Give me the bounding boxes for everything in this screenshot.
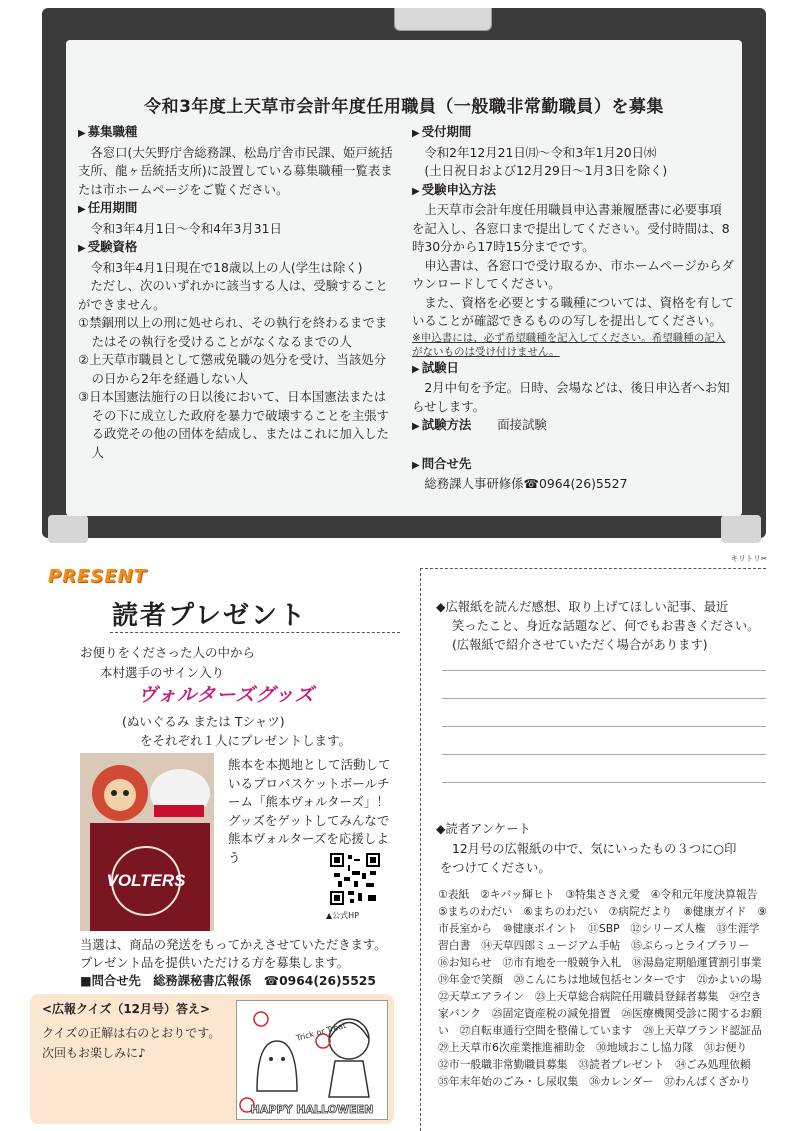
q2-line-1: 12月号の広報紙の中で、気にいったもの３つに○印: [452, 842, 737, 856]
qr-code[interactable]: [330, 853, 380, 905]
survey-item[interactable]: ㉓上天草総合病院任用職員登録者募集: [534, 990, 719, 1003]
survey-item[interactable]: ㉖医療機関受診に関するお願い: [438, 1007, 762, 1037]
heading-exam-method: ▶ 試験方法: [412, 417, 471, 432]
survey-item[interactable]: ㉜市一般職非常勤職員募集: [438, 1058, 568, 1071]
qual-item-1: ①禁錮刑以上の刑に処せられ、その執行を終わるまでまたはその執行を受けることがなくなるまでの人: [78, 315, 388, 349]
survey-item[interactable]: ⑱湯島定期船運賃割引事業: [632, 956, 762, 969]
contact-text: 総務課人事研修係☎0964(26)5527: [424, 476, 628, 491]
heading-type: ▶ 募集職種: [78, 123, 396, 144]
card-border-top: [420, 568, 766, 569]
present-notice-2: プレゼント品を提供いただける方を募集します。: [80, 956, 350, 970]
halloween-illustration: [237, 1001, 387, 1119]
trick-text: Trick or Treat: [295, 1020, 348, 1043]
board-title: 令和3年度上天草市会計年度任用職員（一般職非常勤職員）を募集: [144, 97, 664, 117]
survey-item[interactable]: ⑨市長室から: [438, 905, 767, 935]
qual-item-2: ②上天草市職員として懲戒免職の処分を受け、当該処分の日から2年を経過しない人: [78, 352, 386, 386]
type-text: 各窓口(大矢野庁舎総務課、松島庁舎市民課、姫戸統括支所、龍ヶ岳統括支所)に設置している募集職種一覧表または市ホームページをご覧ください。: [78, 144, 393, 197]
q1-line-1: ◆広報紙を読んだ感想、取り上げてほしい記事、最近: [436, 600, 729, 614]
q1-line-3: (広報紙で紹介させていただく場合があります): [452, 638, 708, 652]
q2-title: ◆読者アンケート: [436, 822, 531, 836]
card-border-left: [420, 568, 421, 1131]
accept-text-1: 令和2年12月21日㈪〜令和3年1月20日㈬: [424, 144, 657, 160]
heading-method: ▶ 受験申込方法: [412, 181, 734, 202]
quiz-line-1: クイズの正解は右のとおりです。: [42, 1026, 221, 1040]
survey-item[interactable]: ⑯お知らせ: [438, 956, 492, 969]
survey-item[interactable]: ⑬生涯学習白書: [438, 922, 760, 952]
survey-item[interactable]: ㉟年末年始のごみ・し尿収集: [438, 1075, 579, 1088]
survey-item[interactable]: ㉚地域おこし協力隊: [596, 1041, 694, 1054]
present-line-1: お便りをくださった人の中から: [80, 645, 256, 660]
board-tab-right: [721, 515, 761, 543]
heading-period: ▶ 任用期間: [78, 199, 396, 220]
board-left-column: [78, 123, 396, 462]
board-right-column: [412, 123, 734, 494]
survey-item[interactable]: ②キバッ輝ヒト: [480, 888, 555, 901]
present-notice-1: 当選は、商品の発送をもってかえさせていただきます。: [80, 938, 387, 952]
exam-day-text: 2月中旬を予定。日時、会場などは、後日申込者へお知らせします。: [412, 380, 730, 414]
survey-item[interactable]: ⑧健康ガイド: [683, 905, 747, 918]
present-goods: ヴォルターズグッズ: [138, 684, 315, 706]
accept-text-2: (土日祝日および12月29日〜1月3日を除く): [424, 163, 668, 178]
exam-method-row: [412, 416, 734, 437]
present-tag: PRESENT: [48, 566, 147, 587]
heading-exam-day: ▶ 試験日: [412, 359, 734, 380]
survey-item[interactable]: ⑲年金で笑顔: [438, 973, 503, 986]
write-line-3[interactable]: [442, 726, 766, 727]
present-line-3: (ぬいぐるみ または Tシャツ): [122, 714, 285, 729]
write-line-4[interactable]: [442, 754, 766, 755]
board-clip: [394, 8, 492, 31]
cut-here-label: キリトリ✂: [730, 554, 767, 563]
volters-text: 熊本を本拠地として活動しているプロバスケットボールチーム「熊本ヴォルターズ」！ グッズをゲットしてみんなで熊本ヴォルターズを応援しよう: [228, 757, 402, 865]
survey-item[interactable]: ㉛お便り: [704, 1041, 748, 1054]
heading-contact: ▶ 問合せ先: [412, 455, 734, 476]
survey-item[interactable]: ㉔空き家バンク: [438, 990, 762, 1020]
survey-item[interactable]: ④令和元年度決算報告: [650, 888, 758, 901]
qual-item-3: ③日本国憲法施行の日以後において、日本国憲法またはその下に成立した政府を暴力で破壊することを主張する政党その他の団体を結成し、またはこれに加入した人: [78, 389, 389, 460]
qual-text-1: 令和3年4月1日現在で18歳以上の人(学生は除く): [90, 259, 363, 275]
survey-item[interactable]: ⑫シリーズ人権: [630, 922, 706, 935]
method-text-3: また、資格を必要とする職種については、資格を有していることが確認できるものの写しを提出してください。: [412, 294, 734, 328]
quiz-box: [30, 994, 394, 1124]
survey-item[interactable]: ⑤まちのわだい: [438, 905, 513, 918]
survey-item[interactable]: ㊱カレンダー: [589, 1075, 654, 1088]
survey-item[interactable]: ㉝読者プレゼント: [578, 1058, 665, 1071]
write-line-5[interactable]: [442, 782, 766, 783]
quiz-line-2: 次回もお楽しみに♪: [42, 1046, 146, 1060]
qr-caption: ▲公式HP: [326, 911, 359, 920]
survey-item[interactable]: ㉑かよいの場: [696, 973, 762, 986]
survey-items: [438, 886, 768, 1090]
quiz-answer-image: [236, 1000, 388, 1120]
survey-item[interactable]: ㉞ごみ処理依頼: [675, 1058, 751, 1071]
present-divider: [110, 632, 400, 633]
present-line-4: をそれぞれ１人にプレゼントします。: [140, 733, 352, 748]
survey-item[interactable]: ⑰市有地を一般競争入札: [502, 956, 622, 969]
heading-accept: ▶ 受付期間: [412, 123, 734, 144]
survey-item[interactable]: ㉕固定資産税の減免措置: [491, 1007, 611, 1020]
survey-item[interactable]: ①表紙: [438, 888, 470, 901]
qr-code-icon: [330, 853, 380, 905]
goods-photo: [80, 753, 214, 931]
write-line-2[interactable]: [442, 698, 766, 699]
board-tab-left: [48, 515, 88, 543]
survey-item[interactable]: ⑩健康ポイント: [502, 922, 578, 935]
survey-item[interactable]: ⑥まちのわだい: [523, 905, 598, 918]
photo-logo-text: VOLTERS: [106, 871, 186, 890]
survey-item[interactable]: ㊲わんぱくざかり: [664, 1075, 751, 1088]
present-title: 読者プレゼント: [112, 601, 307, 631]
survey-item[interactable]: ⑮ぷらっとライブラリー: [631, 939, 750, 952]
survey-item[interactable]: ⑳こんにちは地域包括センターです: [513, 973, 686, 986]
halloween-text: HAPPY HALLOWEEN: [250, 1103, 374, 1116]
survey-item[interactable]: ㉗自転車通行空間を整備しています: [459, 1024, 633, 1037]
present-line-2: 本村選手のサイン入り: [100, 665, 225, 680]
q2-line-2: をつけてください。: [440, 861, 551, 875]
exam-method-text: 面接試験: [497, 417, 547, 432]
present-contact: ■問合せ先 総務課秘書広報係 ☎0964(26)5525: [80, 974, 376, 988]
survey-item[interactable]: ⑪SBP: [588, 922, 620, 935]
q1-line-2: 笑ったこと、身近な話題など、何でもお書きください。: [452, 619, 760, 633]
survey-item[interactable]: ㉘上天草ブランド認証品: [643, 1024, 762, 1037]
heading-qualification: ▶ 受験資格: [78, 238, 396, 259]
goods-illustration: [80, 753, 214, 931]
period-text: 令和3年4月1日〜令和4年3月31日: [90, 220, 282, 236]
survey-item[interactable]: ⑭天草四郎ミュージアム手帖: [481, 939, 621, 952]
survey-item[interactable]: ⑦病院だより: [608, 905, 673, 918]
quiz-title: <広報クイズ（12月号）答え>: [42, 1002, 211, 1016]
method-text-2: 申込書は、各窓口で受け取るか、市ホームページからダウンロードしてください。: [412, 257, 734, 291]
qual-text-2: ただし、次のいずれかに該当する人は、受験することができません。: [78, 278, 388, 312]
survey-item[interactable]: ㉒天草エアライン: [438, 990, 525, 1003]
method-note: ※申込書には、必ず希望職種を記入してください。希望職種の記入がないものは受け付けません。: [412, 331, 726, 358]
survey-item[interactable]: ㉙上天草市6次産業推進補助金: [438, 1041, 586, 1054]
method-text-1: 上天草市会計年度任用職員申込書兼履歴書に必要事項を記入し、各窓口まで提出してください。受付時間は、8時30分から17時15分までです。: [412, 202, 730, 254]
write-line-1[interactable]: [442, 670, 766, 671]
survey-item[interactable]: ③特集ささえ愛: [565, 888, 640, 901]
